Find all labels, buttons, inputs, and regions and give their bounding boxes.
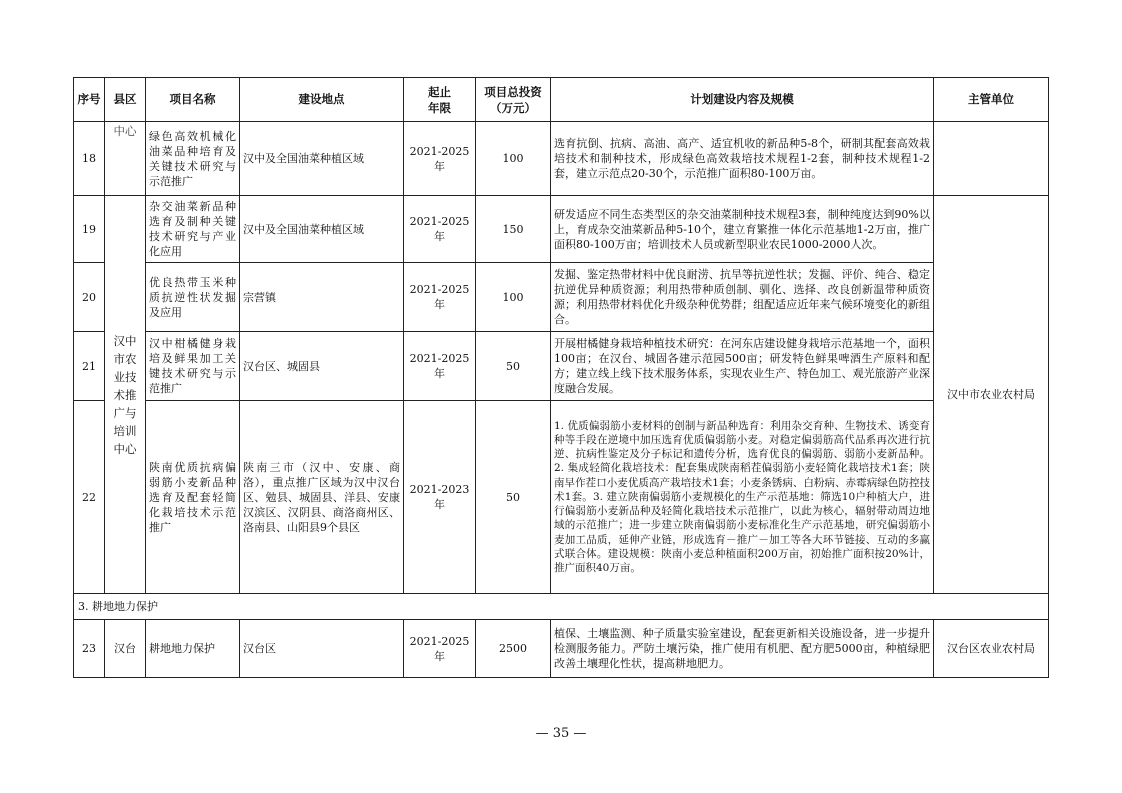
- row-years: 2021-2025年: [404, 263, 476, 332]
- row-project-name: 耕地地力保护: [146, 620, 240, 678]
- table-row: [74, 263, 1049, 332]
- row-no: 19: [74, 196, 105, 263]
- row-county: 汉台: [105, 620, 146, 678]
- row-no: 22: [74, 401, 105, 594]
- header-investment: 项目总投资 （万元）: [476, 78, 551, 122]
- row-no: 20: [74, 263, 105, 332]
- project-table: [73, 77, 1049, 678]
- header-row: [74, 78, 1049, 122]
- row-years: 2021-2025年: [404, 332, 476, 401]
- row-project-name: 陕南优质抗病偏弱筋小麦新品种选育及配套轻简化栽培技术示范推广: [146, 401, 240, 594]
- header-content: 计划建设内容及规模: [551, 78, 934, 122]
- row-site: 汉中及全国油菜种植区域: [240, 122, 404, 196]
- header-years: 起止 年限: [404, 78, 476, 122]
- header-project-name: 项目名称: [146, 78, 240, 122]
- row-years: 2021-2025年: [404, 196, 476, 263]
- table-row: [74, 332, 1049, 401]
- row-investment: 2500: [476, 620, 551, 678]
- row-content: 1. 优质偏弱筋小麦材料的创制与新品种选育：利用杂交育种、生物技术、诱变育种等手段在逆境中加压选育优质偏弱筋小麦。对稳定偏弱筋高代品系再次进行抗逆、抗病性鉴定及分子标记和遗传分析，选育优良的偏弱筋、弱筋小麦新品种。 2. 集成轻简化栽培技术：配套集成陕南稻茬偏弱筋小麦轻简化栽培技术1套；陕南早作茬口小麦优质高产栽培技术1套；小麦条锈病、白粉病、赤霉病绿色防控技术1套。3. 建立陕南偏弱筋小麦规模化的生产示范基地：筛选10户种植大户，进行偏弱筋小麦新品种及轻简化栽培技术示范推广，以此为核心，辐射带动周边地域的示范推广；进一步建立陕南偏弱筋小麦标准化生产示范基地，研究偏弱筋小麦加工品质，延伸产业链，形成选育－推广－加工等各大环节链接、互动的多赢式联合体。建设规模：陕南小麦总种植面积200万亩，初始推广面积按20%计，推广面积40万亩。: [551, 401, 934, 594]
- row-no: 18: [74, 122, 105, 196]
- row-content: 研发适应不同生态类型区的杂交油菜制种技术规程3套，制种纯度达到90%以上，育成杂交油菜新品种5-10个，建立育繁推一体化示范基地1-2万亩，推广面积80-100万亩；培训技术人员或新型职业农民1000-2000人次。: [551, 196, 934, 263]
- unit-cell-top: [934, 122, 1049, 196]
- row-no: 21: [74, 332, 105, 401]
- row-project-name: 优良热带玉米种质抗逆性状发掘及应用: [146, 263, 240, 332]
- row-years: 2021-2023年: [404, 401, 476, 594]
- row-site: 汉台区: [240, 620, 404, 678]
- row-years: 2021-2025年: [404, 620, 476, 678]
- table-row: [74, 401, 1049, 594]
- row-unit: 汉台区农业农村局: [934, 620, 1049, 678]
- header-county: 县区: [105, 78, 146, 122]
- row-investment: 50: [476, 401, 551, 594]
- row-investment: 150: [476, 196, 551, 263]
- row-site: 宗营镇: [240, 263, 404, 332]
- row-content: 发掘、鉴定热带材料中优良耐涝、抗旱等抗逆性状；发掘、评价、纯合、稳定抗逆优异种质资源；利用热带种质创制、驯化、选择、改良创新温带种质资源；利用热带材料优化升级杂种优势群；组配适应近年来气候环境变化的新组合。: [551, 263, 934, 332]
- header-no: 序号: [74, 78, 105, 122]
- table-row: [74, 122, 1049, 196]
- row-years: 2021-2025年: [404, 122, 476, 196]
- page-number: — 35 —: [535, 726, 587, 741]
- row-project-name: 汉中柑橘健身栽培及鲜果加工关键技术研究与示范推广: [146, 332, 240, 401]
- county-cell-cut: 中心: [105, 122, 146, 196]
- row-content: 选育抗倒、抗病、高油、高产、适宜机收的新品种5-8个，研制其配套高效栽培技术和制种技术，形成绿色高效栽培技术规程1-2套，制种技术规程1-2套，建立示范点20-30个，示范推广面积80-100万亩。: [551, 122, 934, 196]
- county-cell: 汉中市农业技术推广与培训中心: [105, 196, 146, 594]
- row-site: 汉台区、城固县: [240, 332, 404, 401]
- row-site: 汉中及全国油菜种植区域: [240, 196, 404, 263]
- unit-cell: 汉中市农业农村局: [934, 196, 1049, 594]
- row-investment: 100: [476, 122, 551, 196]
- row-project-name: 杂交油菜新品种选育及制种关键技术研究与产业化应用: [146, 196, 240, 263]
- table-row: [74, 620, 1049, 678]
- header-unit: 主管单位: [934, 78, 1049, 122]
- header-site: 建设地点: [240, 78, 404, 122]
- row-investment: 50: [476, 332, 551, 401]
- section-row: [74, 594, 1049, 620]
- row-project-name: 绿色高效机械化油菜品种培育及关键技术研究与示范推广: [146, 122, 240, 196]
- row-content: 开展柑橘健身栽培种植技术研究：在河东店建设健身栽培示范基地一个，面积100亩；在汉台、城固各建示范园500亩；研发特色鲜果啤酒生产原料和配方；建立线上线下技术服务体系，实现农业生产、特色加工、观光旅游产业深度融合发展。: [551, 332, 934, 401]
- table-row: [74, 196, 1049, 263]
- row-investment: 100: [476, 263, 551, 332]
- row-site: 陕南三市（汉中、安康、商洛），重点推广区域为汉中汉台区、勉县、城固县、洋县、安康汉滨区、汉阴县、商洛商州区、洛南县、山阳县9个县区: [240, 401, 404, 594]
- row-content: 植保、土壤监测、种子质量实验室建设，配套更新相关设施设备，进一步提升检测服务能力。严防土壤污染，推广使用有机肥、配方肥5000亩，种植绿肥改善土壤理化性状，提高耕地肥力。: [551, 620, 934, 678]
- row-no: 23: [74, 620, 105, 678]
- section-heading: 3. 耕地地力保护: [74, 594, 1049, 620]
